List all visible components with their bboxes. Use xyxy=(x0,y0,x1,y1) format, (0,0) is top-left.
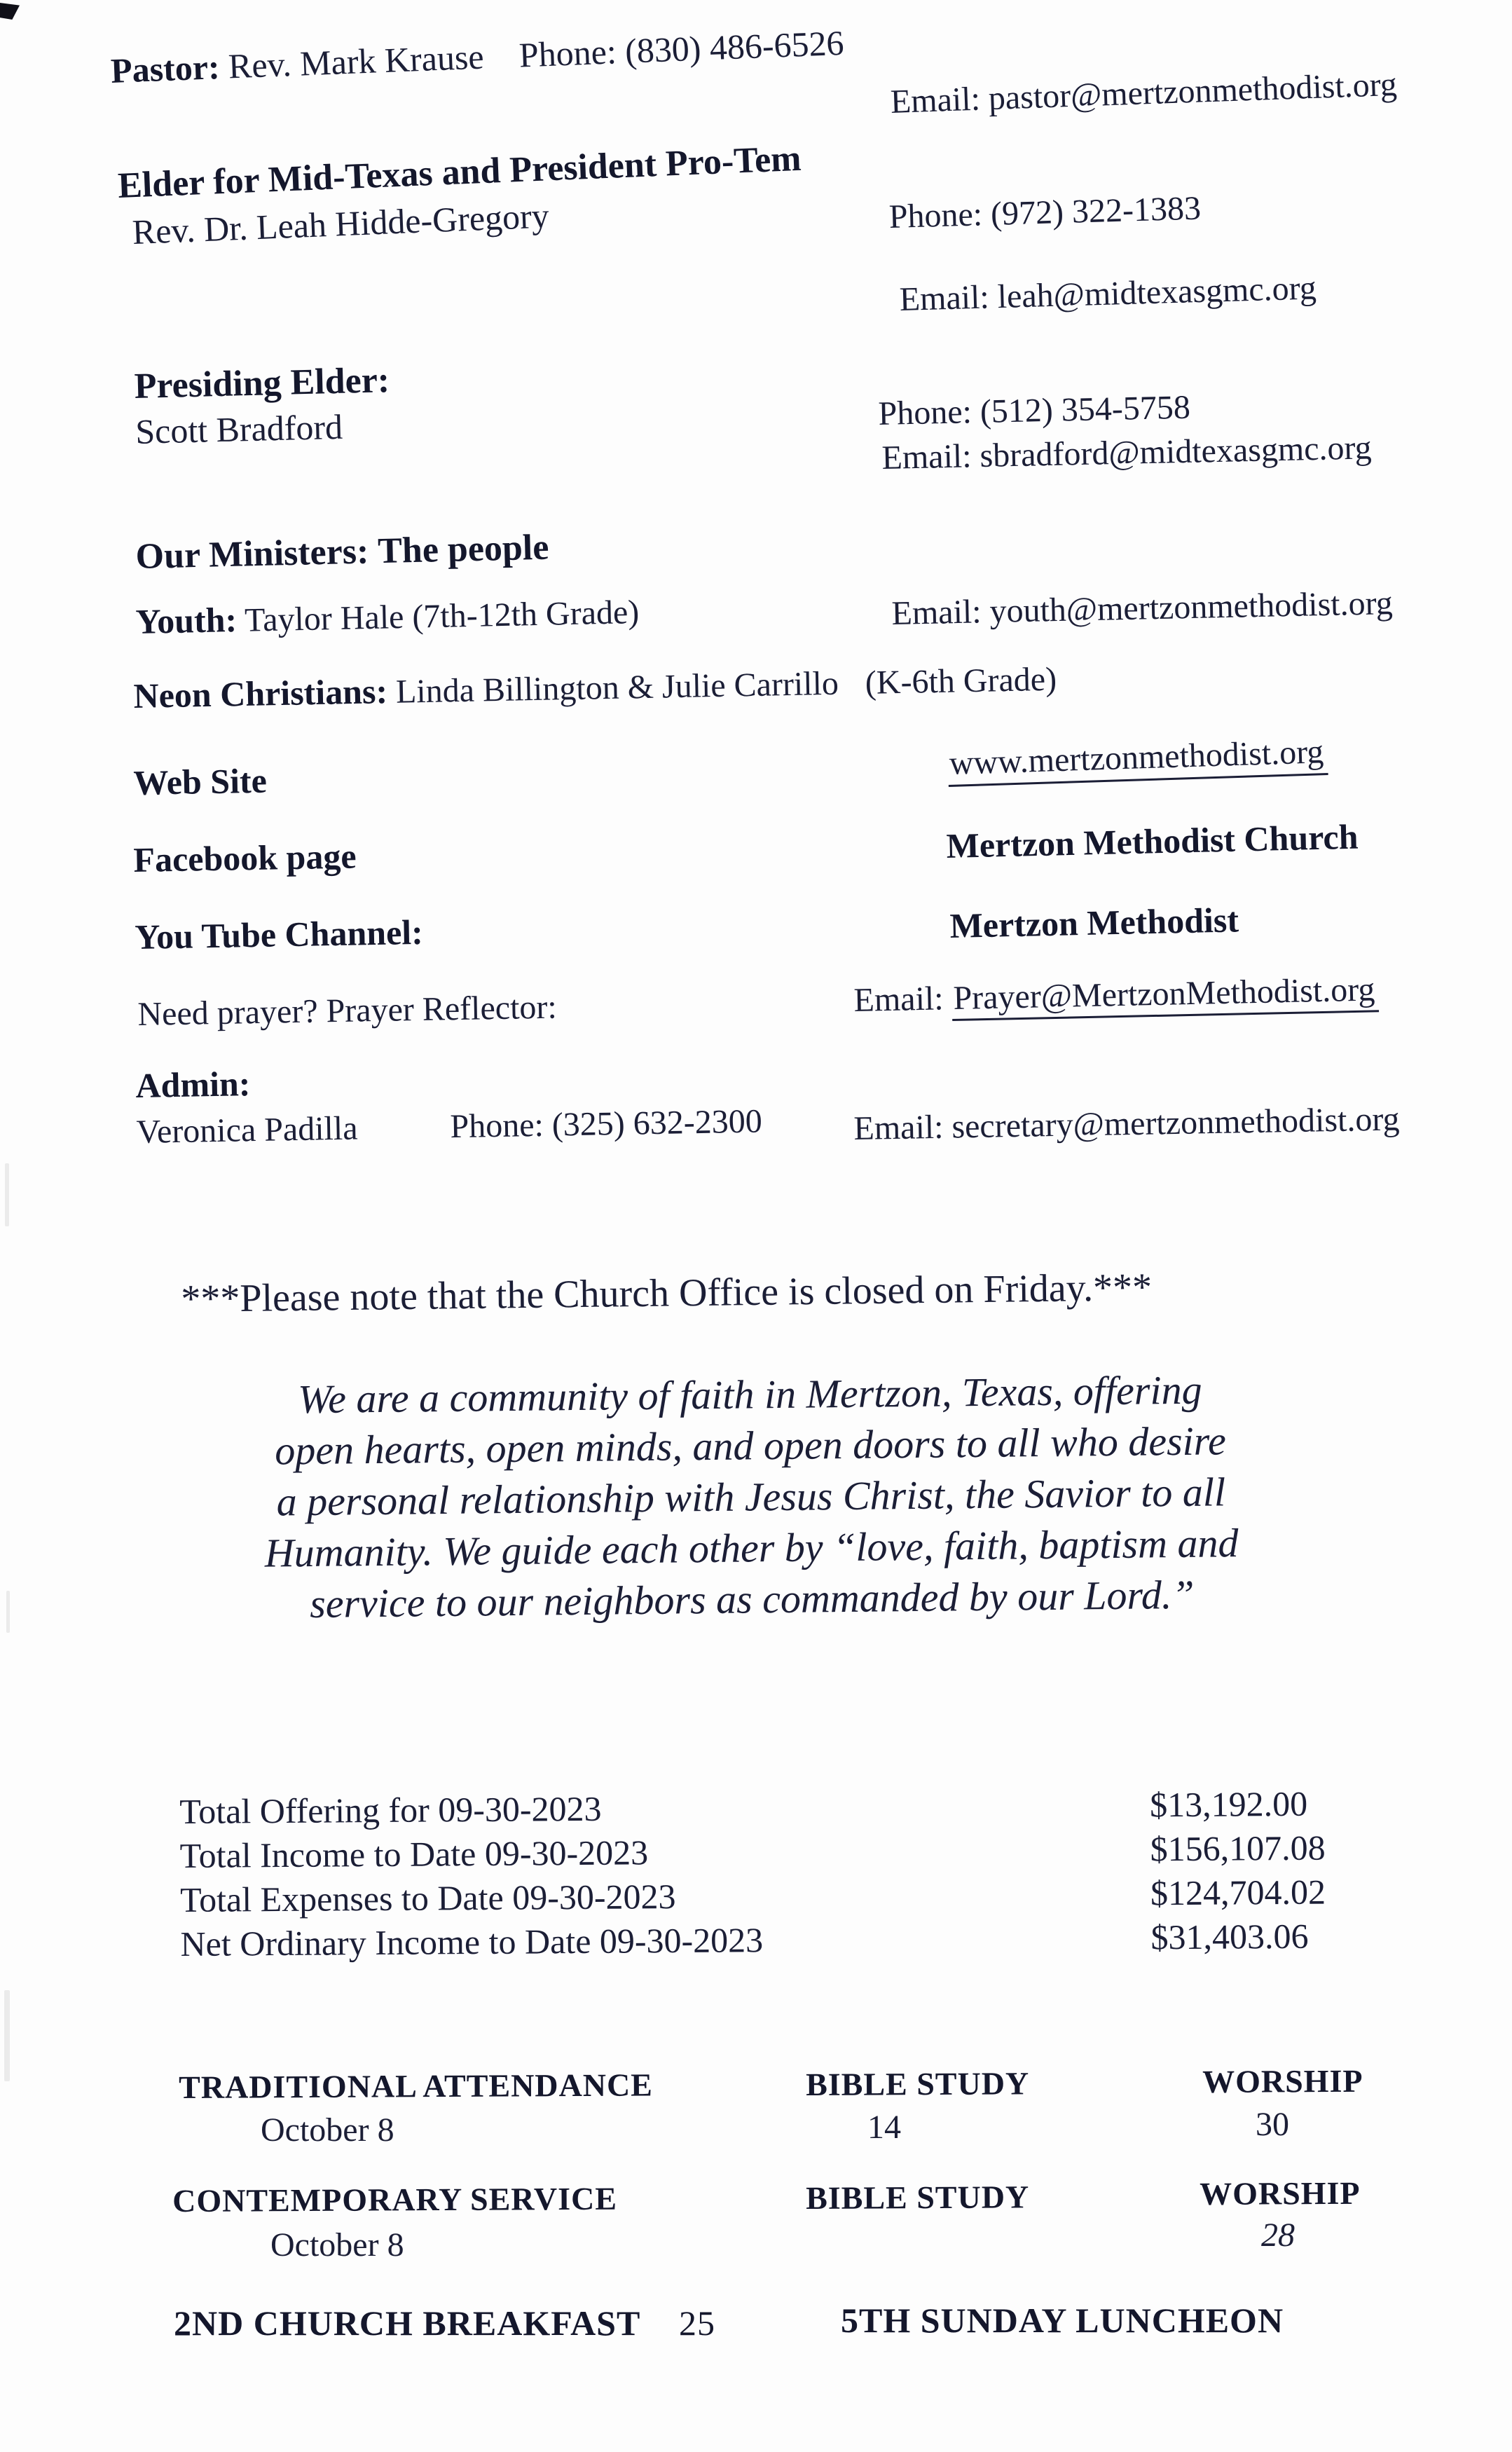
admin-label: Admin: xyxy=(135,1064,251,1105)
financial-amount: $124,704.02 xyxy=(1150,1872,1326,1913)
prayer-email-line xyxy=(853,970,1379,1020)
presiding-elder-email: Email: sbradford@midtexasgmc.org xyxy=(881,429,1373,477)
youtube-value: Mertzon Methodist xyxy=(949,900,1239,945)
elder-block xyxy=(117,138,804,253)
youtube-label: You Tube Channel: xyxy=(135,912,424,957)
attendance-date-2: October 8 xyxy=(270,2226,404,2263)
ministers-line xyxy=(135,527,549,577)
luncheon-label: 5TH SUNDAY LUNCHEON xyxy=(841,2301,1284,2340)
neon-christians-line xyxy=(133,658,1057,716)
prayer-label: Need prayer? Prayer Reflector: xyxy=(137,988,558,1033)
financial-row xyxy=(180,1915,1371,1968)
elder-name: Rev. Dr. Leah Hidde-Gregory xyxy=(131,196,550,252)
neon-christians-value: Linda Billington & Julie Carrillo xyxy=(395,664,839,711)
admin-name: Veronica Padilla xyxy=(136,1109,358,1151)
attendance-worship-label-1: WORSHIP xyxy=(1202,2062,1363,2100)
mission-statement xyxy=(175,1363,1327,1631)
presiding-elder-label: Presiding Elder: xyxy=(134,360,390,406)
website-url: www.mertzonmethodist.org xyxy=(947,732,1328,787)
financial-amount: $13,192.00 xyxy=(1149,1783,1308,1825)
facebook-value: Mertzon Methodist Church xyxy=(946,816,1359,865)
youth-email: Email: youth@mertzonmethodist.org xyxy=(891,584,1394,632)
admin-email: Email: secretary@mertzonmethodist.org xyxy=(853,1100,1400,1147)
attendance-bible-study-label-2: BIBLE STUDY xyxy=(806,2179,1030,2216)
elder-title: Elder for Mid-Texas and President Pro-Tem xyxy=(117,138,802,206)
mission-line: service to our neighbors as commanded by our Lord.” xyxy=(309,1571,1195,1627)
mission-line: a personal relationship with Jesus Christ, the Savior to all xyxy=(276,1469,1226,1525)
financial-row xyxy=(179,1827,1370,1879)
financials-block xyxy=(179,1783,1372,1968)
prayer-email: Prayer@MertzonMethodist.org xyxy=(951,971,1379,1021)
admin-contact-line xyxy=(136,1102,762,1151)
mission-line: We are a community of faith in Mertzon, Texas, offering xyxy=(297,1367,1202,1423)
attendance-service-1: TRADITIONAL ATTENDANCE xyxy=(179,2067,654,2105)
breakfast-label: 2ND CHURCH BREAKFAST xyxy=(174,2303,640,2343)
ministers-label: Our Ministers: xyxy=(135,531,369,577)
pastor-name: Rev. Mark Krause xyxy=(227,36,485,86)
presiding-elder-phone: Phone: (512) 354-5758 xyxy=(878,388,1191,432)
financial-label: Net Ordinary Income to Date 09-30-2023 xyxy=(180,1920,764,1964)
attendance-worship-value-2: 28 xyxy=(1261,2217,1295,2254)
prayer-email-label: Email: xyxy=(853,980,944,1019)
breakfast-count: 25 xyxy=(678,2303,715,2343)
pastor-label: Pastor: xyxy=(110,47,221,90)
youth-line xyxy=(135,591,640,642)
neon-christians-label: Neon Christians: xyxy=(133,671,388,715)
pastor-phone: Phone: (830) 486-6526 xyxy=(518,22,845,75)
financial-label: Total Income to Date 09-30-2023 xyxy=(179,1833,649,1875)
attendance-service-2: CONTEMPORARY SERVICE xyxy=(172,2180,618,2219)
presiding-elder-name: Scott Bradford xyxy=(135,406,343,451)
elder-email: Email: leah@midtexasgmc.org xyxy=(899,269,1317,318)
website-label: Web Site xyxy=(133,760,268,802)
ministers-value: The people xyxy=(377,527,549,572)
elder-phone: Phone: (972) 322-1383 xyxy=(888,189,1202,235)
admin-phone: Phone: (325) 632-2300 xyxy=(450,1102,763,1146)
financial-amount: $156,107.08 xyxy=(1150,1828,1326,1869)
mission-line: open hearts, open minds, and open doors to all who desire xyxy=(275,1418,1227,1474)
breakfast-line xyxy=(174,2303,715,2343)
attendance-date-1: October 8 xyxy=(261,2111,394,2149)
financial-label: Total Expenses to Date 09-30-2023 xyxy=(179,1877,676,1919)
scan-edge-artifact xyxy=(4,1990,10,2081)
financial-row xyxy=(179,1783,1370,1835)
mission-line: Humanity. We guide each other by “love, faith, baptism and xyxy=(264,1520,1239,1576)
scan-edge-artifact xyxy=(6,1591,10,1633)
financial-row xyxy=(180,1871,1371,1924)
attendance-worship-label-2: WORSHIP xyxy=(1200,2174,1361,2212)
pastor-email: Email: pastor@mertzonmethodist.org xyxy=(890,65,1398,121)
pastor-line xyxy=(110,22,845,91)
youth-label: Youth: xyxy=(135,599,238,641)
attendance-worship-value-1: 30 xyxy=(1256,2106,1289,2143)
attendance-bible-study-label-1: BIBLE STUDY xyxy=(806,2065,1030,2102)
facebook-label: Facebook page xyxy=(133,836,357,879)
admin-block xyxy=(135,1054,762,1151)
neon-christians-grade: (K-6th Grade) xyxy=(865,660,1057,701)
scan-edge-artifact xyxy=(5,1163,9,1226)
financial-label: Total Offering for 09-30-2023 xyxy=(179,1788,602,1831)
presiding-elder-block xyxy=(134,359,391,452)
office-note: ***Please note that the Church Office is closed on Friday.*** xyxy=(181,1266,1153,1321)
scan-corner-artifact xyxy=(0,3,20,20)
youth-value: Taylor Hale (7th-12th Grade) xyxy=(244,593,640,639)
attendance-bible-study-value-1: 14 xyxy=(867,2109,901,2146)
financial-amount: $31,403.06 xyxy=(1150,1916,1309,1957)
